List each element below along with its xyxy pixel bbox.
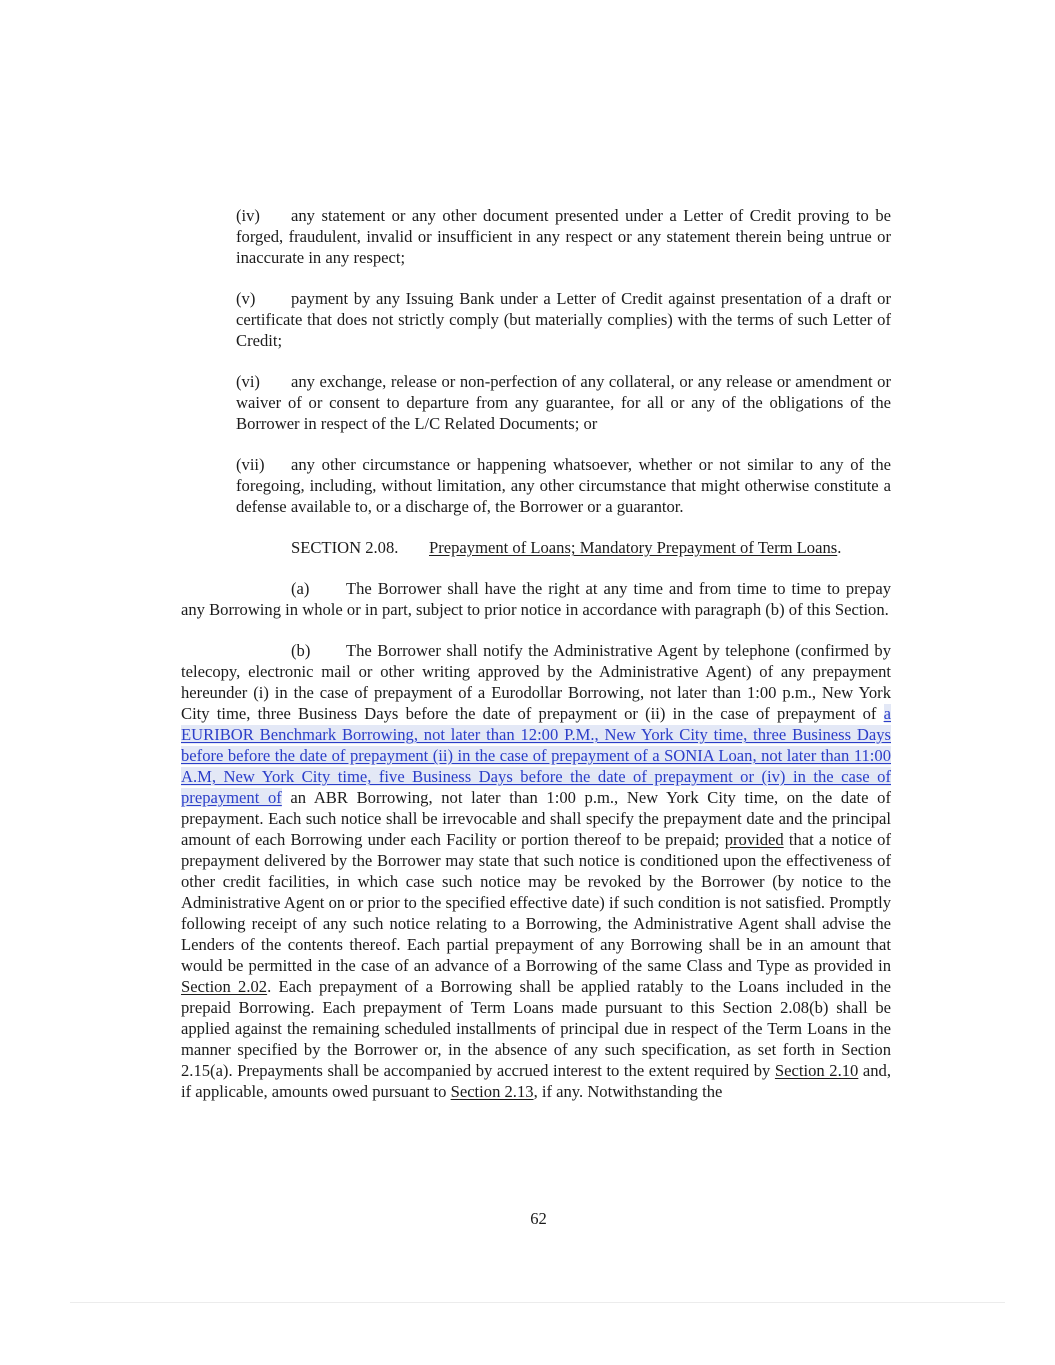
clause-vii xyxy=(236,454,891,517)
paragraph-text: . Each prepayment of a Borrowing shall be applied ratably to the Loans included in the prepaid Borrowing. Each prepayment of Term Loans made pursuant to this Section 2.08(b) shall be applied against the remaining scheduled installments of principal due in respect of the Term Loans in the manner specified by the Borrower or, in the absence of any such specification, as set forth in Section 2.15(a). Prepayments shall be accompanied by accrued interest to the extent required by xyxy=(181,977,891,1080)
paragraph-text: , if any. Notwithstanding the xyxy=(533,1082,723,1101)
provided-term: provided xyxy=(724,830,784,849)
clause-list xyxy=(236,205,891,517)
clause-vi xyxy=(236,371,891,434)
inserted-text: a EURIBOR Benchmark Borrowing, not later than 12:00 P.M., New York City time, three Business Days before before the date of prepayment (ii) in the case of prepayment of a SONIA Loan, not later than 11:00 A.M, New York City time, five Business Days before the date of prepayment or (iv) in the case of prepayment of xyxy=(181,704,891,807)
section-ref-link: Section 2.10 xyxy=(774,1061,859,1080)
paragraph-number: (a) xyxy=(291,579,310,598)
paragraph-text: The Borrower shall have the right at any time and from time to time to prepay any Borrowing in whole or in part, subject to prior notice in accordance with paragraph (b) of this Section. xyxy=(181,579,891,619)
section-title: Prepayment of Loans; Mandatory Prepayment of Term Loans xyxy=(429,538,838,557)
paragraph-text: The Borrower shall notify the Administrative Agent by telephone (confirmed by telecopy, electronic mail or other writing approved by the Administrative Agent) of any prepayment hereunder (i) in the case of prepayment of a Eurodollar Borrowing, not later than 1:00 p.m., New York City time, three Business Days before the date of prepayment or (ii) in the case of prepayment of xyxy=(181,641,891,723)
document-page xyxy=(181,205,891,1122)
clause-iv xyxy=(236,205,891,268)
paragraph-b xyxy=(181,640,891,1102)
paragraph-text: an ABR Borrowing, not later than 1:00 p.m., New York City time, on the date of prepayment. Each such notice shall be irrevocable and shall specify the prepayment date and the principal amount of each Borrowing under each Facility or portion thereof to be prepaid; xyxy=(181,788,891,849)
paragraph-number: (b) xyxy=(291,641,311,660)
clause-text: any other circumstance or happening whatsoever, whether or not similar to any of the foregoing, including, without limitation, any other circumstance that might otherwise constitute a defense available to, or a discharge of, the Borrower or a guarantor. xyxy=(236,455,891,516)
paragraph-text: that a notice of prepayment delivered by the Borrower may state that such notice is conditioned upon the effectiveness of other credit facilities, in which case such notice may be revoked by the Borrower (by notice to the Administrative Agent on or prior to the specified effective date) if such condition is not satisfied. Promptly following receipt of any such notice relating to a Borrowing, the Administrative Agent shall advise the Lenders of the contents thereof. Each partial prepayment of any Borrowing shall be in an amount that would be permitted in the case of an advance of a Borrowing of the same Class and Type as provided in xyxy=(181,830,891,975)
page-bottom-divider xyxy=(70,1302,1005,1303)
clause-v xyxy=(236,288,891,351)
section-ref-link: Section 2.13 xyxy=(450,1082,534,1101)
paragraph-text: and, if applicable, amounts owed pursuant to xyxy=(181,1061,891,1101)
clause-text: payment by any Issuing Bank under a Letter of Credit against presentation of a draft or certificate that does not strictly comply (but materially complies) with the terms of such Letter of Credit; xyxy=(236,289,891,350)
clause-number: (v) xyxy=(236,289,256,308)
section-ref-link: Section 2.02 xyxy=(181,977,268,996)
clause-text: any exchange, release or non-perfection of any collateral, or any release or amendment or waiver of or consent to departure from any guarantee, for all or any of the obligations of the Borrower in respect of the L/C Related Documents; or xyxy=(236,372,891,433)
paragraph-a xyxy=(181,578,891,620)
page-number: 62 xyxy=(530,1209,547,1228)
clause-number: (vi) xyxy=(236,372,260,391)
clause-number: (iv) xyxy=(236,206,260,225)
clause-number: (vii) xyxy=(236,455,265,474)
section-title-period: . xyxy=(837,538,842,557)
clause-text: any statement or any other document presented under a Letter of Credit proving to be forged, fraudulent, invalid or insufficient in any respect or any statement therein being untrue or inaccurate in any respect; xyxy=(236,206,891,267)
section-number: SECTION 2.08. xyxy=(291,538,399,557)
section-heading xyxy=(181,537,891,558)
